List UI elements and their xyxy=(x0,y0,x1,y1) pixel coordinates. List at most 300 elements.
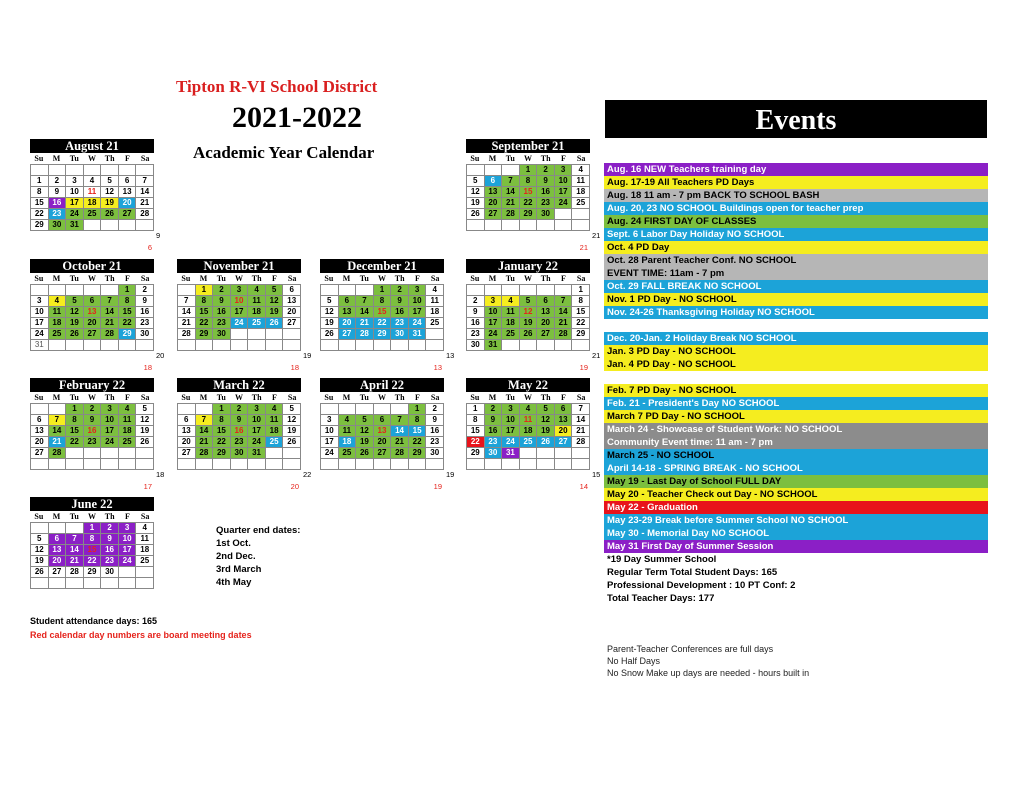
day-cell: 18 xyxy=(248,307,266,318)
day-cell xyxy=(31,165,49,176)
day-cell: 12 xyxy=(101,187,119,198)
weekday-label: Sa xyxy=(140,393,150,402)
month-title: October 21 xyxy=(30,259,154,273)
weekday-header xyxy=(466,153,590,164)
day-cell: 3 xyxy=(555,165,573,176)
month-calendar xyxy=(30,497,154,589)
day-cell xyxy=(49,340,67,351)
day-cell: 6 xyxy=(178,415,196,426)
day-cell: 21 xyxy=(66,556,84,567)
day-cell: 7 xyxy=(572,404,590,415)
day-cell xyxy=(136,165,154,176)
day-cell: 24 xyxy=(555,198,573,209)
day-cell: 7 xyxy=(49,415,67,426)
weekday-label: Tu xyxy=(359,274,369,283)
day-cell xyxy=(119,448,137,459)
weekday-label: W xyxy=(87,154,96,163)
weekday-label: M xyxy=(488,274,497,283)
day-cell: 9 xyxy=(84,415,102,426)
day-cell: 2 xyxy=(537,165,555,176)
weekday-label: Su xyxy=(470,154,480,163)
events-list xyxy=(604,150,988,605)
day-cell: 24 xyxy=(321,448,339,459)
day-cell: 12 xyxy=(136,415,154,426)
day-cell xyxy=(502,285,520,296)
day-cell: 23 xyxy=(136,318,154,329)
day-cell: 11 xyxy=(248,296,266,307)
day-cell: 9 xyxy=(136,296,154,307)
day-cell: 26 xyxy=(66,329,84,340)
teacher-day-count: 15 xyxy=(592,470,601,479)
day-cell: 18 xyxy=(84,198,102,209)
weekday-label: W xyxy=(523,274,532,283)
day-cell: 27 xyxy=(178,448,196,459)
weekday-header xyxy=(177,273,301,284)
day-cell xyxy=(339,459,357,470)
weekday-header xyxy=(320,273,444,284)
weekday-label: Tu xyxy=(69,393,79,402)
day-cell: 22 xyxy=(467,437,485,448)
day-cell: 3 xyxy=(502,404,520,415)
weekday-label: M xyxy=(199,393,208,402)
weekday-label: Th xyxy=(104,154,115,163)
month-calendar xyxy=(320,378,455,491)
month-calendar xyxy=(177,378,312,491)
day-cell xyxy=(84,448,102,459)
event-row xyxy=(604,371,988,384)
day-grid xyxy=(466,284,590,351)
day-cell: 29 xyxy=(374,329,392,340)
weekday-header xyxy=(466,273,590,284)
day-cell: 5 xyxy=(101,176,119,187)
day-cell: 4 xyxy=(49,296,67,307)
event-row: Sept. 6 Labor Day Holiday NO SCHOOL xyxy=(604,228,988,241)
weekday-label: M xyxy=(342,393,351,402)
day-cell xyxy=(49,523,67,534)
day-cell: 6 xyxy=(339,296,357,307)
weekday-header xyxy=(320,392,444,403)
day-cell: 12 xyxy=(356,426,374,437)
month-title: February 22 xyxy=(30,378,154,392)
day-cell: 8 xyxy=(119,296,137,307)
day-cell: 15 xyxy=(31,198,49,209)
day-cell xyxy=(283,329,301,340)
day-cell: 5 xyxy=(321,296,339,307)
day-cell xyxy=(84,340,102,351)
day-cell: 13 xyxy=(31,426,49,437)
day-cell: 26 xyxy=(266,318,284,329)
day-cell xyxy=(520,459,538,470)
event-row: Aug. 24 FIRST DAY OF CLASSES xyxy=(604,215,988,228)
day-cell: 30 xyxy=(537,209,555,220)
day-cell: 4 xyxy=(136,523,154,534)
weekday-label: F xyxy=(560,154,566,163)
day-cell xyxy=(119,567,137,578)
quarter-item: 4th May xyxy=(216,577,252,588)
day-cell: 17 xyxy=(321,437,339,448)
day-cell xyxy=(467,285,485,296)
day-cell: 2 xyxy=(426,404,444,415)
day-cell: 27 xyxy=(49,567,67,578)
weekday-label: M xyxy=(52,393,61,402)
day-cell: 6 xyxy=(49,534,67,545)
day-cell: 30 xyxy=(231,448,249,459)
day-cell xyxy=(84,285,102,296)
day-cell: 17 xyxy=(485,318,503,329)
day-cell: 8 xyxy=(467,415,485,426)
day-cell: 2 xyxy=(391,285,409,296)
day-cell: 20 xyxy=(31,437,49,448)
day-cell: 2 xyxy=(84,404,102,415)
day-cell: 20 xyxy=(537,318,555,329)
day-cell: 19 xyxy=(66,318,84,329)
day-cell xyxy=(266,329,284,340)
day-cell: 28 xyxy=(555,329,573,340)
day-cell: 22 xyxy=(409,437,427,448)
day-cell: 30 xyxy=(485,448,503,459)
day-cell: 21 xyxy=(136,198,154,209)
day-cell: 14 xyxy=(502,187,520,198)
weekday-label: M xyxy=(342,274,351,283)
weekday-label: W xyxy=(87,512,96,521)
day-cell: 14 xyxy=(356,307,374,318)
day-cell: 9 xyxy=(467,307,485,318)
day-cell: 22 xyxy=(31,209,49,220)
day-cell: 17 xyxy=(119,545,137,556)
weekday-label: Tu xyxy=(505,274,515,283)
day-cell: 29 xyxy=(467,448,485,459)
day-cell: 22 xyxy=(520,198,538,209)
day-cell xyxy=(84,459,102,470)
day-cell: 6 xyxy=(31,415,49,426)
event-row: Professional Development : 10 PT Conf: 2 xyxy=(604,579,988,592)
weekday-header xyxy=(30,153,154,164)
weekday-label: F xyxy=(414,393,420,402)
day-cell: 3 xyxy=(248,404,266,415)
weekday-label: Tu xyxy=(69,274,79,283)
day-cell: 20 xyxy=(178,437,196,448)
day-cell xyxy=(374,404,392,415)
day-cell: 8 xyxy=(66,415,84,426)
day-cell xyxy=(555,340,573,351)
day-cell: 20 xyxy=(49,556,67,567)
weekday-label: Th xyxy=(104,274,115,283)
day-cell: 16 xyxy=(84,426,102,437)
day-cell: 26 xyxy=(356,448,374,459)
weekday-label: Sa xyxy=(430,274,440,283)
day-cell xyxy=(266,459,284,470)
day-grid xyxy=(177,403,301,470)
day-cell: 19 xyxy=(136,426,154,437)
event-row: March 25 - NO SCHOOL xyxy=(604,449,988,462)
day-cell: 30 xyxy=(136,329,154,340)
day-cell xyxy=(101,220,119,231)
day-cell: 5 xyxy=(467,176,485,187)
day-cell: 13 xyxy=(339,307,357,318)
day-cell: 26 xyxy=(283,437,301,448)
event-row: Jan. 4 PD Day - NO SCHOOL xyxy=(604,358,988,371)
day-cell: 25 xyxy=(520,437,538,448)
weekday-label: Sa xyxy=(576,154,586,163)
day-cell: 11 xyxy=(49,307,67,318)
month-calendar xyxy=(30,139,161,252)
day-cell xyxy=(485,285,503,296)
day-cell: 15 xyxy=(84,545,102,556)
event-row: EVENT TIME: 11am - 7 pm xyxy=(604,267,988,280)
quarter-end-dates xyxy=(216,524,300,589)
day-cell: 7 xyxy=(555,296,573,307)
day-cell: 18 xyxy=(266,426,284,437)
day-cell xyxy=(248,459,266,470)
day-cell xyxy=(136,448,154,459)
day-cell: 7 xyxy=(101,296,119,307)
day-cell: 15 xyxy=(213,426,231,437)
day-cell: 8 xyxy=(31,187,49,198)
day-cell xyxy=(537,448,555,459)
day-cell xyxy=(248,329,266,340)
day-cell: 11 xyxy=(520,415,538,426)
month-day-count: 19 xyxy=(433,482,442,491)
weekday-label: Su xyxy=(470,393,480,402)
day-cell xyxy=(356,340,374,351)
event-row: Jan. 3 PD Day - NO SCHOOL xyxy=(604,345,988,358)
day-cell: 15 xyxy=(520,187,538,198)
day-cell: 20 xyxy=(119,198,137,209)
day-cell: 23 xyxy=(391,318,409,329)
day-cell: 11 xyxy=(119,415,137,426)
month-day-count: 19 xyxy=(579,363,588,372)
day-cell: 4 xyxy=(520,404,538,415)
day-cell xyxy=(391,340,409,351)
day-cell xyxy=(572,448,590,459)
day-cell: 21 xyxy=(391,437,409,448)
month-day-count: 13 xyxy=(433,363,442,372)
weekday-label: Tu xyxy=(69,512,79,521)
footnotes xyxy=(607,643,809,679)
day-cell: 31 xyxy=(502,448,520,459)
day-cell: 11 xyxy=(266,415,284,426)
day-cell: 14 xyxy=(66,545,84,556)
day-cell: 10 xyxy=(248,415,266,426)
day-cell: 17 xyxy=(66,198,84,209)
weekday-label: M xyxy=(52,154,61,163)
event-row: May 31 First Day of Summer Session xyxy=(604,540,988,553)
day-cell: 24 xyxy=(502,437,520,448)
event-row: Nov. 24-26 Thanksgiving Holiday NO SCHOOL xyxy=(604,306,988,319)
quarter-item: 1st Oct. xyxy=(216,538,251,549)
day-cell: 13 xyxy=(49,545,67,556)
day-cell xyxy=(321,459,339,470)
day-cell: 21 xyxy=(572,426,590,437)
day-cell xyxy=(572,209,590,220)
day-cell: 31 xyxy=(66,220,84,231)
day-cell xyxy=(555,448,573,459)
day-cell xyxy=(101,578,119,589)
day-cell: 29 xyxy=(84,567,102,578)
day-cell xyxy=(572,220,590,231)
day-cell: 8 xyxy=(84,534,102,545)
weekday-label: W xyxy=(377,274,386,283)
day-cell: 21 xyxy=(196,437,214,448)
month-calendar xyxy=(466,378,601,491)
month-title: May 22 xyxy=(466,378,590,392)
day-cell: 31 xyxy=(409,329,427,340)
day-cell: 20 xyxy=(84,318,102,329)
day-cell xyxy=(136,567,154,578)
day-cell: 21 xyxy=(356,318,374,329)
weekday-header xyxy=(177,392,301,403)
day-cell: 11 xyxy=(136,534,154,545)
day-cell xyxy=(31,459,49,470)
day-cell: 1 xyxy=(467,404,485,415)
day-cell: 14 xyxy=(391,426,409,437)
day-cell: 16 xyxy=(426,426,444,437)
event-row: May 30 - Memorial Day NO SCHOOL xyxy=(604,527,988,540)
weekday-label: Sa xyxy=(576,393,586,402)
day-cell: 20 xyxy=(555,426,573,437)
day-cell: 22 xyxy=(213,437,231,448)
weekday-label: Tu xyxy=(216,393,226,402)
weekday-label: F xyxy=(124,154,130,163)
event-row: Aug. 20, 23 NO SCHOOL Buildings open for teacher prep xyxy=(604,202,988,215)
day-cell xyxy=(502,340,520,351)
weekday-label: Th xyxy=(104,512,115,521)
day-cell: 23 xyxy=(537,198,555,209)
day-cell xyxy=(178,404,196,415)
month-title: November 21 xyxy=(177,259,301,273)
day-cell: 1 xyxy=(66,404,84,415)
day-cell xyxy=(178,285,196,296)
day-cell: 4 xyxy=(426,285,444,296)
day-cell: 16 xyxy=(485,426,503,437)
weekday-label: M xyxy=(199,274,208,283)
day-cell xyxy=(520,220,538,231)
day-cell xyxy=(101,165,119,176)
day-cell: 8 xyxy=(213,415,231,426)
day-cell: 25 xyxy=(426,318,444,329)
day-cell: 1 xyxy=(374,285,392,296)
day-cell: 8 xyxy=(196,296,214,307)
day-cell xyxy=(49,165,67,176)
event-row: Oct. 28 Parent Teacher Conf. NO SCHOOL xyxy=(604,254,988,267)
teacher-day-count: 19 xyxy=(446,470,455,479)
event-row: May 19 - Last Day of School FULL DAY xyxy=(604,475,988,488)
day-cell: 4 xyxy=(119,404,137,415)
day-cell: 17 xyxy=(231,307,249,318)
day-cell: 15 xyxy=(66,426,84,437)
day-cell xyxy=(231,340,249,351)
day-cell: 27 xyxy=(555,437,573,448)
day-cell: 17 xyxy=(555,187,573,198)
day-cell xyxy=(537,285,555,296)
day-cell xyxy=(555,285,573,296)
day-cell: 29 xyxy=(119,329,137,340)
day-cell: 30 xyxy=(391,329,409,340)
day-cell: 11 xyxy=(426,296,444,307)
day-cell xyxy=(66,448,84,459)
day-cell: 1 xyxy=(213,404,231,415)
weekday-label: Sa xyxy=(140,512,150,521)
day-cell: 6 xyxy=(537,296,555,307)
weekday-label: Sa xyxy=(287,274,297,283)
day-cell xyxy=(136,340,154,351)
day-cell: 10 xyxy=(321,426,339,437)
day-cell: 19 xyxy=(520,318,538,329)
day-cell: 22 xyxy=(374,318,392,329)
day-cell: 17 xyxy=(248,426,266,437)
day-cell xyxy=(467,459,485,470)
day-cell: 3 xyxy=(101,404,119,415)
day-cell: 19 xyxy=(283,426,301,437)
weekday-label: Tu xyxy=(505,154,515,163)
day-cell xyxy=(66,578,84,589)
day-cell: 31 xyxy=(485,340,503,351)
day-cell: 15 xyxy=(467,426,485,437)
event-row: Oct. 29 FALL BREAK NO SCHOOL xyxy=(604,280,988,293)
event-row xyxy=(604,150,988,163)
day-cell: 5 xyxy=(31,534,49,545)
day-cell: 10 xyxy=(502,415,520,426)
day-cell: 22 xyxy=(84,556,102,567)
day-cell xyxy=(537,220,555,231)
weekday-label: Th xyxy=(394,393,405,402)
day-cell xyxy=(196,459,214,470)
day-cell: 26 xyxy=(467,209,485,220)
day-cell: 26 xyxy=(520,329,538,340)
teacher-day-count: 9 xyxy=(156,231,161,240)
day-cell: 18 xyxy=(502,318,520,329)
day-cell: 24 xyxy=(66,209,84,220)
day-cell: 4 xyxy=(339,415,357,426)
day-cell: 13 xyxy=(283,296,301,307)
day-grid xyxy=(30,522,154,589)
day-cell: 28 xyxy=(136,209,154,220)
weekday-label: W xyxy=(87,274,96,283)
day-cell: 1 xyxy=(572,285,590,296)
month-day-count: 17 xyxy=(143,482,152,491)
month-day-count: 20 xyxy=(290,482,299,491)
day-cell: 9 xyxy=(101,534,119,545)
weekday-label: F xyxy=(271,393,277,402)
day-cell: 30 xyxy=(213,329,231,340)
day-cell: 24 xyxy=(231,318,249,329)
quarter-title: Quarter end dates: xyxy=(216,525,301,536)
day-cell xyxy=(374,459,392,470)
month-title: December 21 xyxy=(320,259,444,273)
event-row: Aug. 17-19 All Teachers PD Days xyxy=(604,176,988,189)
day-cell xyxy=(31,578,49,589)
day-cell xyxy=(266,340,284,351)
day-cell: 13 xyxy=(84,307,102,318)
attendance-days: Student attendance days: 165 xyxy=(30,616,158,626)
day-cell: 9 xyxy=(49,187,67,198)
day-cell: 27 xyxy=(485,209,503,220)
day-cell: 12 xyxy=(266,296,284,307)
day-cell: 16 xyxy=(101,545,119,556)
day-cell: 14 xyxy=(178,307,196,318)
footnote: Parent-Teacher Conferences are full days xyxy=(607,644,774,654)
day-cell: 2 xyxy=(467,296,485,307)
day-cell: 1 xyxy=(31,176,49,187)
day-cell: 4 xyxy=(266,404,284,415)
day-cell xyxy=(231,329,249,340)
day-cell: 15 xyxy=(409,426,427,437)
day-cell: 21 xyxy=(178,318,196,329)
day-cell xyxy=(283,340,301,351)
weekday-label: Su xyxy=(34,154,44,163)
day-cell xyxy=(84,165,102,176)
day-cell: 23 xyxy=(101,556,119,567)
